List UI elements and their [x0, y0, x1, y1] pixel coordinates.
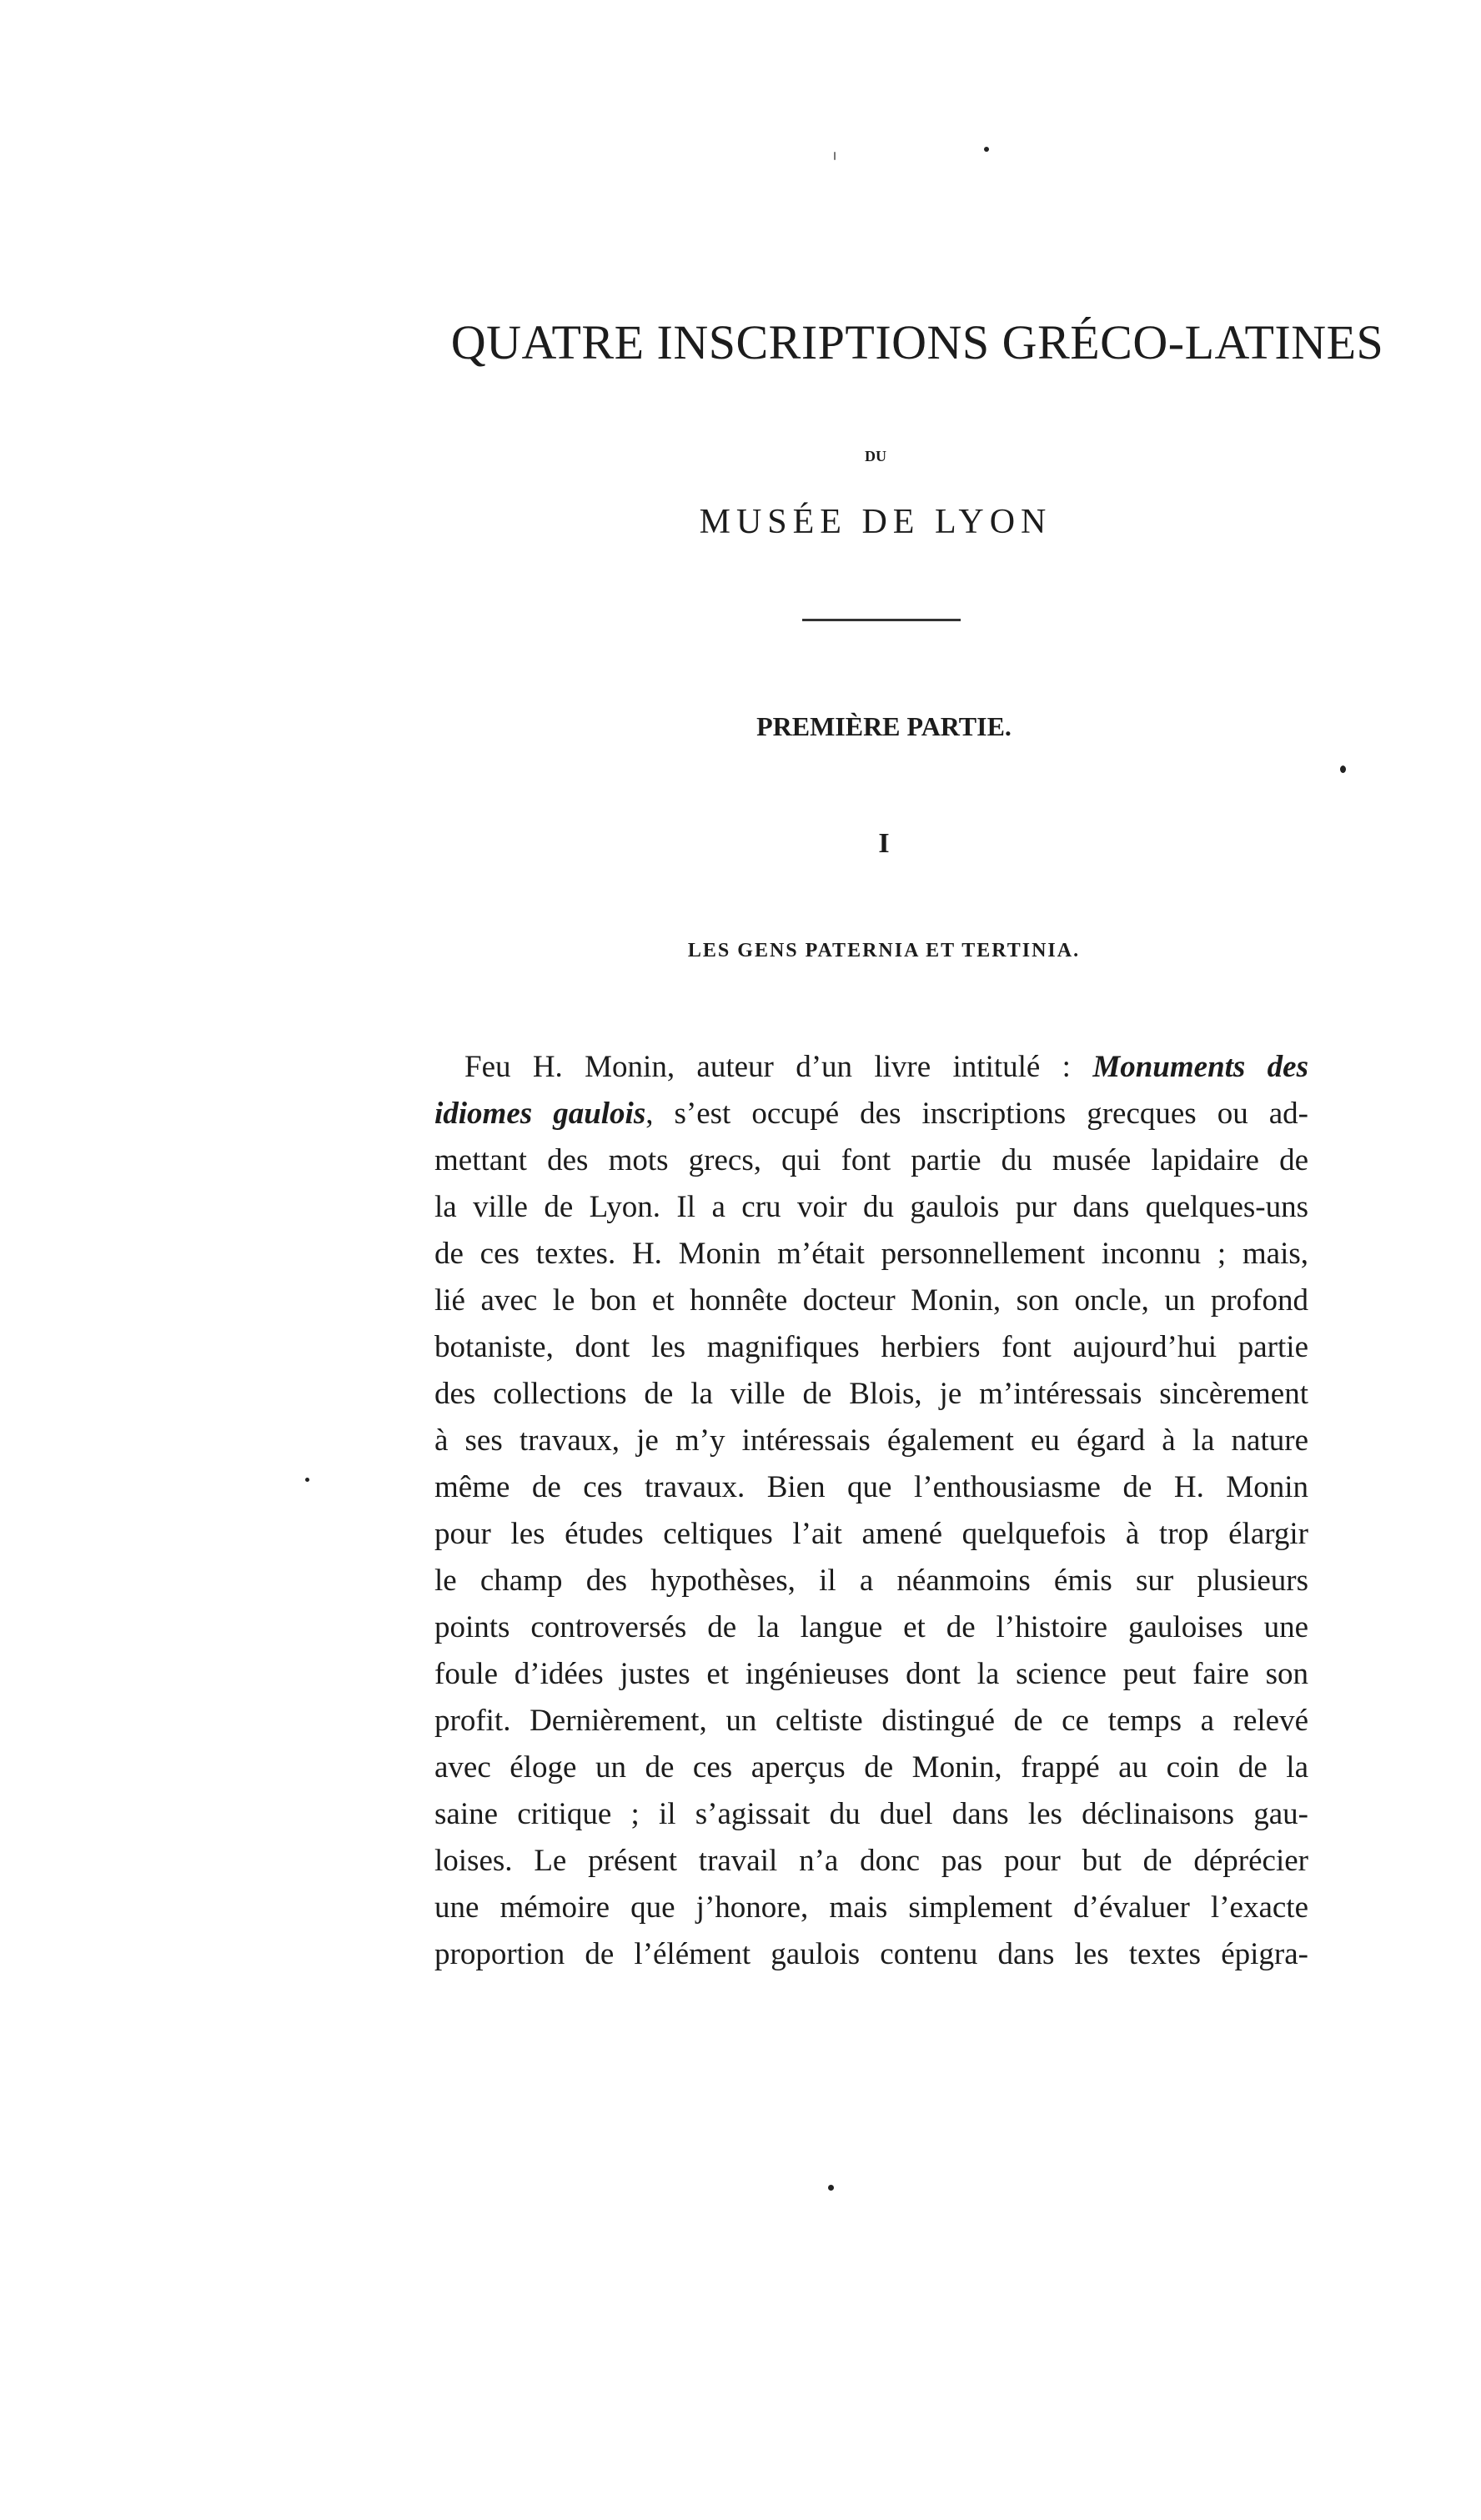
scan-speck — [305, 1478, 309, 1482]
text-line: saine critique ; il s’agissait du duel dans les déclinaisons gau- — [434, 1797, 1308, 1831]
section-title: LES GENS PATERNIA ET TERTINIA. — [687, 940, 1081, 961]
text-line: des collections de la ville de Blois, je m’intéressais sincèrement — [434, 1377, 1308, 1411]
text-line: une mémoire que j’honore, mais simplement d’évaluer l’exacte — [434, 1890, 1308, 1925]
text-line — [434, 1044, 1308, 1091]
text-line: botaniste, dont les magnifiques herbiers font aujourd’hui partie — [434, 1330, 1308, 1364]
scan-speck — [1340, 766, 1346, 773]
text-line: le champ des hypothèses, il a néanmoins émis sur plusieurs — [434, 1564, 1308, 1598]
title-connector: DU — [865, 448, 886, 464]
text-line: profit. Dernièrement, un celtiste distingué de ce temps a relevé — [434, 1704, 1308, 1738]
text-line: même de ces travaux. Bien que l’enthousiasme de H. Monin — [434, 1470, 1308, 1504]
text-segment: Feu H. Monin, auteur d’un livre intitulé : — [464, 1050, 1071, 1084]
text-line: lié avec le bon et honnête docteur Monin, son oncle, un profond — [434, 1283, 1308, 1318]
book-title-italic: Monuments des — [1092, 1050, 1308, 1084]
section-number: I — [878, 828, 890, 859]
text-line: avec éloge un de ces aperçus de Monin, frappé au coin de la — [434, 1750, 1308, 1785]
page-subtitle: MUSÉE DE LYON — [699, 503, 1052, 541]
scan-speck — [828, 2185, 834, 2191]
page-title: QUATRE INSCRIPTIONS GRÉCO-LATINES — [450, 315, 1384, 369]
body-paragraph — [434, 1044, 1308, 1978]
scan-speck — [834, 152, 836, 160]
text-line — [434, 1091, 1308, 1137]
text-line: foule d’idées justes et ingénieuses dont la science peut faire son — [434, 1657, 1308, 1691]
text-line: points controversés de la langue et de l’histoire gauloises une — [434, 1610, 1308, 1644]
scan-speck — [984, 147, 989, 152]
text-line: la ville de Lyon. Il a cru voir du gaulois pur dans quelques-uns — [434, 1190, 1308, 1224]
title-divider — [802, 619, 961, 621]
text-line: à ses travaux, je m’y intéressais également eu égard à la nature — [434, 1423, 1308, 1458]
text-line: proportion de l’élément gaulois contenu dans les textes épigra- — [434, 1937, 1308, 1971]
text-line: de ces textes. H. Monin m’était personnellement inconnu ; mais, — [434, 1237, 1308, 1271]
book-title-italic: idiomes gaulois — [434, 1097, 646, 1131]
text-line: mettant des mots grecs, qui font partie du musée lapidaire de — [434, 1143, 1308, 1177]
part-heading: PREMIÈRE PARTIE. — [756, 711, 1012, 741]
text-line: pour les études celtiques l’ait amené quelquefois à trop élargir — [434, 1517, 1308, 1551]
text-segment: , s’est occupé des inscriptions grecques ou ad- — [645, 1097, 1308, 1131]
text-line: loises. Le présent travail n’a donc pas pour but de déprécier — [434, 1844, 1308, 1878]
